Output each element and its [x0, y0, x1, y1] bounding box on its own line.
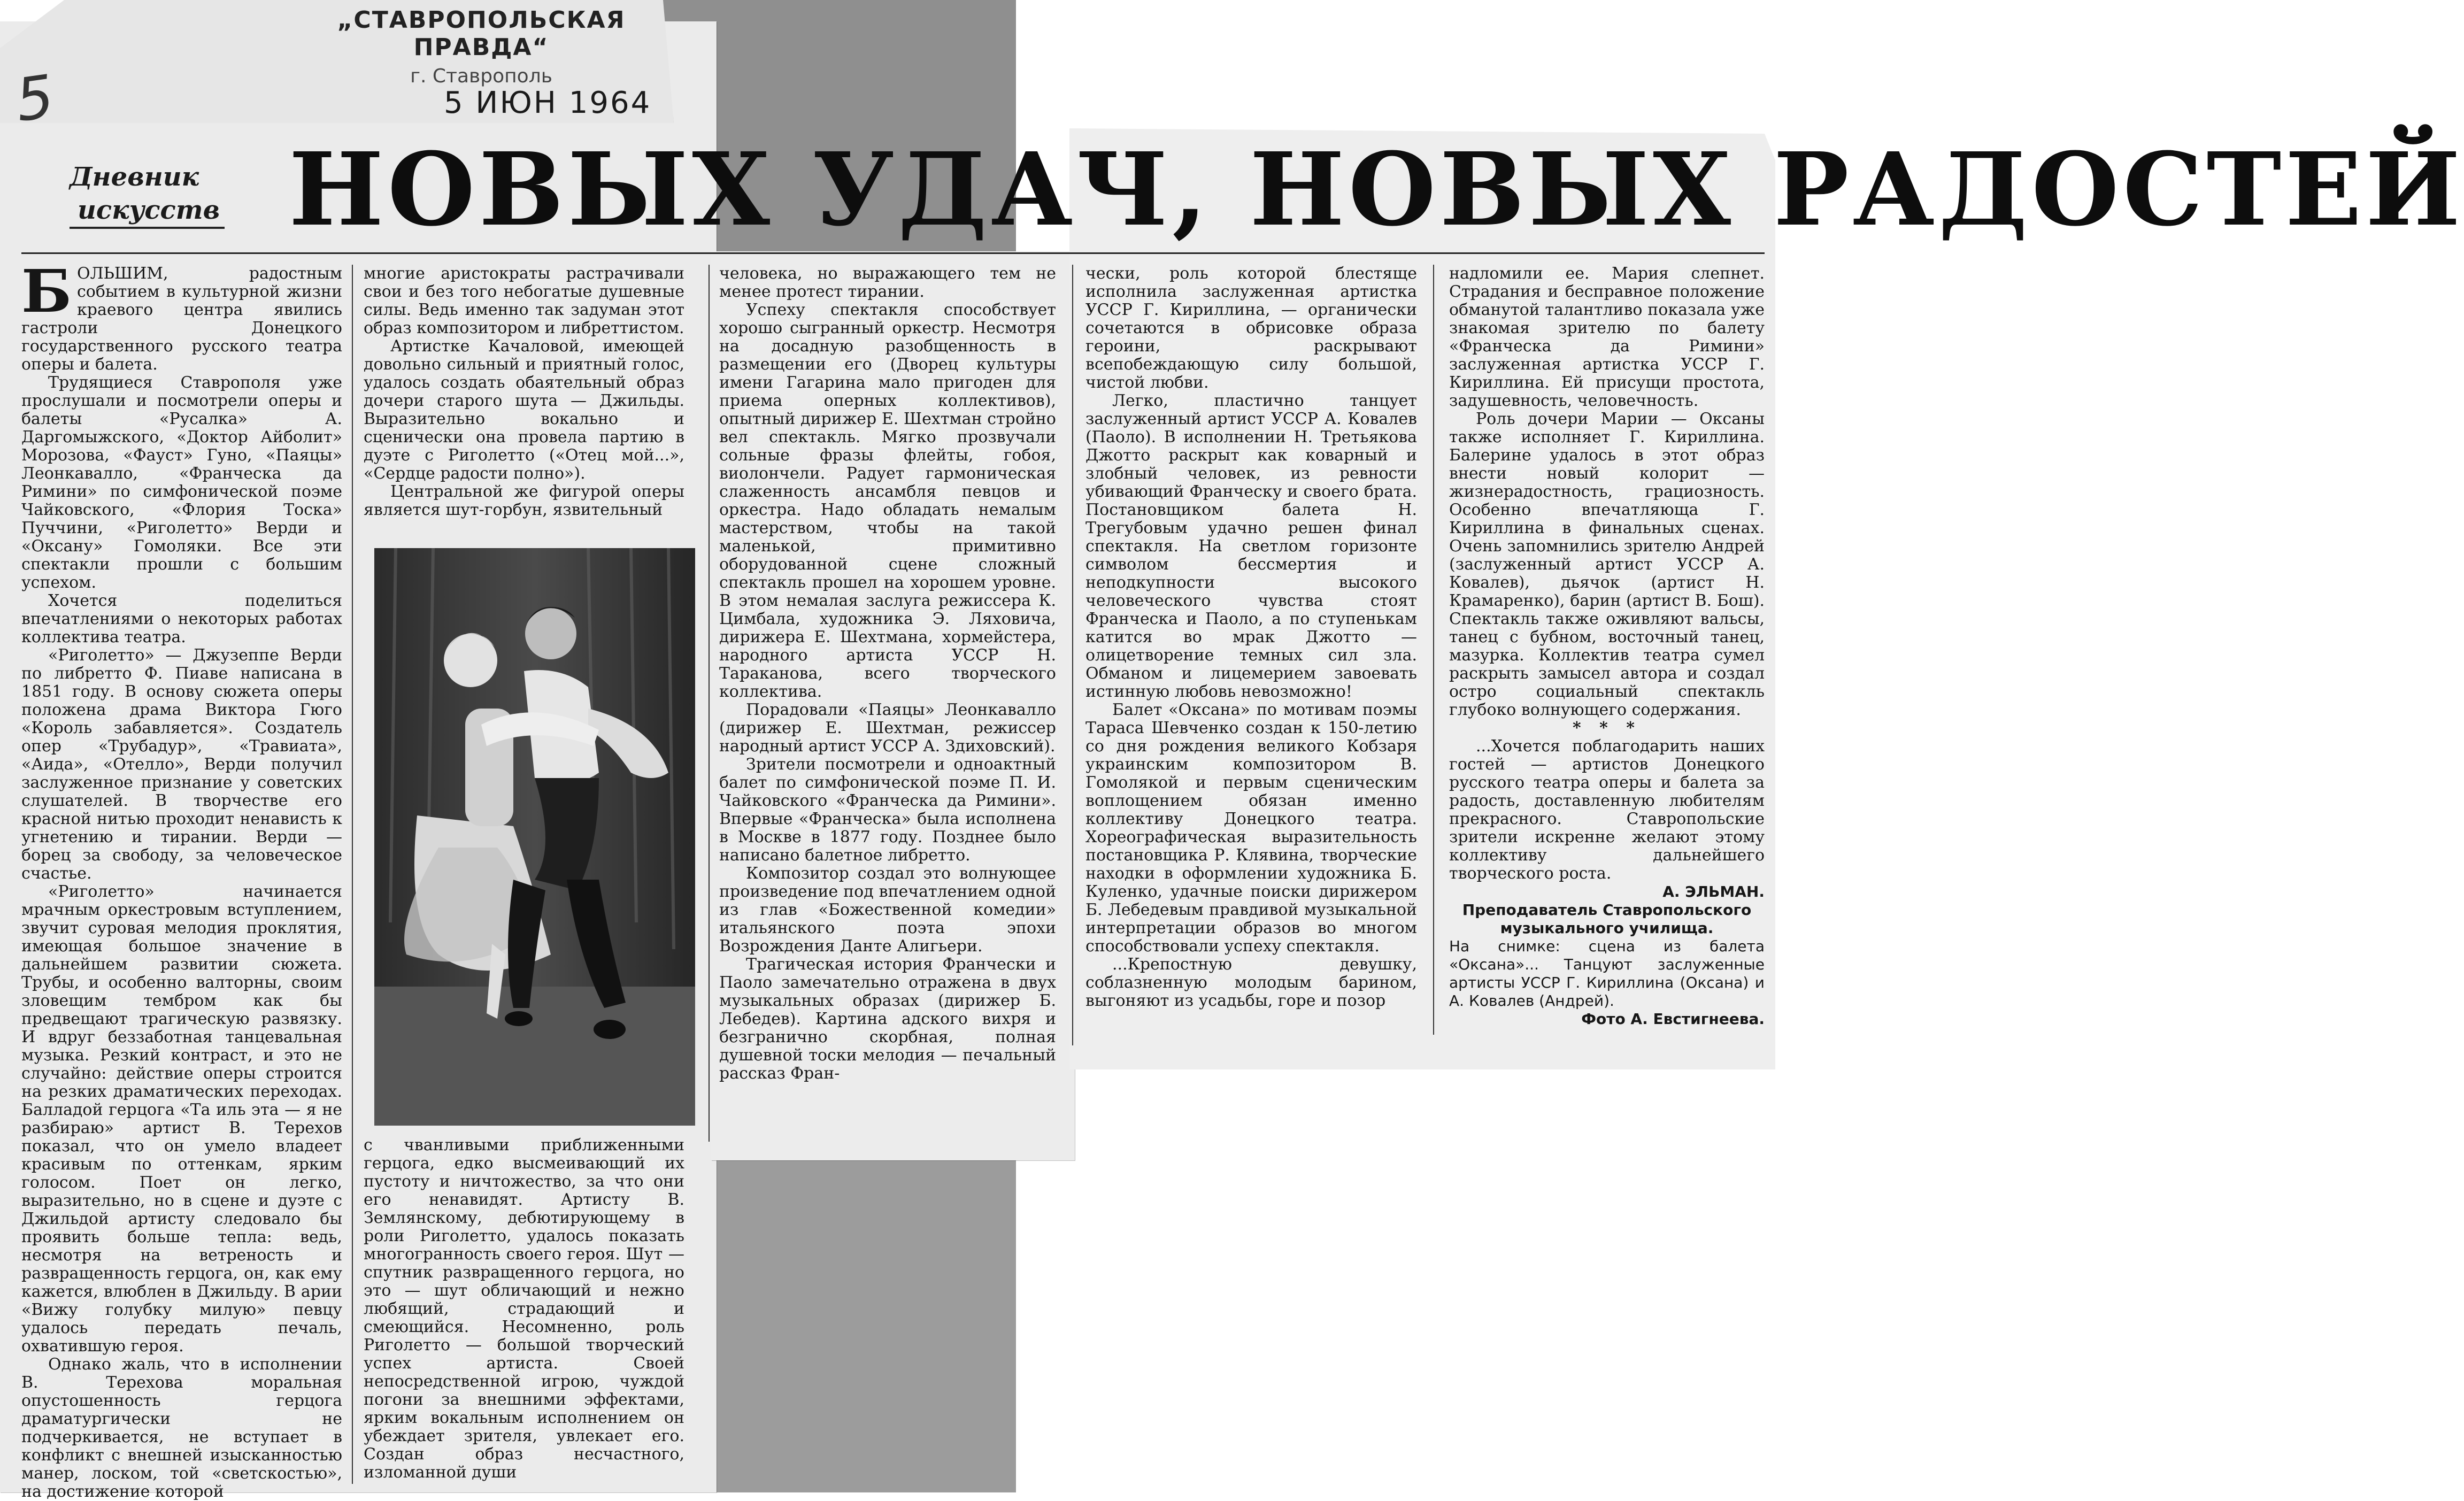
column-5 [1449, 265, 1765, 1035]
paragraph: чески, роль которой блестяще исполнила заслуженная артистка УССР Г. Кириллина, — органически сочетаются в обрисовке образа героини, раскрывают всепобеждающую силу большой, чистой любви. [1085, 264, 1417, 392]
ballet-photo-illustration [374, 548, 695, 1126]
paragraph: Центральной же фигурой оперы является шут-горбун, язвительный [364, 482, 684, 519]
paragraph [21, 257, 342, 374]
section-separator: * * * [1573, 719, 1641, 737]
paragraph: Однако жаль, что в исполнении В. Терехова моральная опустошенность герцога драматургически не подчеркивается, не вступает в конфликт с внешней изысканностью манер, лоском, той «светскостью», на достижение которой [21, 1355, 342, 1501]
paragraph: Легко, пластично танцует заслуженный артист УССР А. Ковалев (Паоло). В исполнении Н. Третьякова Джотто раскрыт как коварный и злобный человек, из ревности убивающий Франческу и своего брата. Постановщиком балета Н. Трегубовым удачно решен финал спектакля. На светлом горизонте символом бессмертия и неподкупности высокого человеческого чувства стоят Франческа и Паоло, а по ступенькам катится во мрак Джотто — олицетворение темных сил зла. Обманом и лицемерием завоевать истинную любовь невозможно! [1085, 391, 1417, 701]
rubric-line1: Дневник [70, 162, 199, 192]
newspaper-city: г. Ставрополь [410, 65, 552, 87]
date-stamp: 5 ИЮН 1964 [444, 86, 652, 120]
paragraph: человека, но выражающего тем не менее протест тирании. [719, 264, 1056, 301]
column-4 [1085, 265, 1417, 1045]
paragraph: ...Хочется поблагодарить наших гостей — артистов Донецкого русского театра оперы и балета за радость, доставленную любителям прекрасного. Ставропольские зрители искренне желают этому коллективу дальнейшего творческого роста. [1449, 737, 1765, 883]
column-2-top [364, 265, 684, 537]
paragraph: Хочется поделиться впечатлениями о некоторых работах коллектива театра. [21, 591, 342, 646]
paragraph: ...Крепостную девушку, соблазненную молодым барином, выгоняют из усадьбы, горе и позор [1085, 955, 1417, 1010]
paragraph: Порадовали «Паяцы» Леонкавалло (дирижер Е. Шехтман, режиссер народный артист УССР А. Здиховский). [719, 701, 1056, 756]
rubric-line2: искусств [70, 194, 225, 229]
paragraph: Трагическая история Франчески и Паоло замечательно отражена в двух музыкальных образах (дирижер Б. Лебедев). Картина адского вихря и безгранично скорбная, полная душевной тоски мелодия — печальный рассказ Фран- [719, 955, 1056, 1083]
paragraph: надломили ее. Мария слепнет. Страдания и бесправное положение обманутой талантливо показала уже знакомая зрителю по балету «Франческа да Римини» заслуженная артистка УССР Г. Кириллина. Ей присущи простота, задушевность, человечность. [1449, 264, 1765, 410]
drop-cap: Б [21, 257, 72, 326]
author-role: Преподаватель Ставропольского музыкального училища. [1462, 901, 1752, 937]
ballet-photo [374, 548, 695, 1126]
photo-caption: На снимке: сцена из балета «Оксана»... Танцуют заслуженные артисты УССР Г. Кириллина (Оксана) и А. Ковалев (Андрей). [1449, 937, 1765, 1010]
paragraph: Успеху спектакля способствует хорошо сыгранный оркестр. Несмотря на досадную разобщенность в размещении его (Дворец культуры имени Гагарина мало пригоден для приема оперных коллективов), опытный дирижер Е. Шехтман стройно вел спектакль. Мягко прозвучали сольные фразы флейты, гобоя, виолончели. Радует гармоническая слаженность ансамбля певцов и оркестра. Надо обладать немалым мастерством, чтобы на такой маленькой, примитивно оборудованной сцене сложный спектакль прошел на хорошем уровне. В этом немалая заслуга режиссера К. Цимбала, художника Э. Ляховича, дирижера Е. Шехтмана, хормейстера, народного артиста УССР Н. Тараканова, всего творческого коллектива. [719, 301, 1056, 701]
paragraph: Артистке Качаловой, имеющей довольно сильный и приятный голос, удалось создать обаятельный образ дочери старого шута — Джильды. Выразительно вокально и сценически она провела партию в дуэте с Риголетто («Отец мой...», «Сердце радости полно»). [364, 337, 684, 483]
paragraph: Балет «Оксана» по мотивам поэмы Тараса Шевченко создан к 150-летию со дня рождения великого Кобзаря украинским композитором В. Гомолякой и первым сценическим воплощением обязан именно коллективу Донецкого театра. Хореографическая выразительность постановщика Р. Клявина, творческие находки в оформлении художника Б. Куленко, удачные поиски дирижером Б. Лебедевым правдивой музыкальной интерпретации образов во многом способствовали успеху спектакля. [1085, 701, 1417, 956]
paragraph: Композитор создал это волнующее произведение под впечатлением одной из глав «Божественной комедии» итальянского поэта эпохи Возрождения Данте Алигьери. [719, 864, 1056, 956]
paragraph: «Риголетто» начинается мрачным оркестровым вступлением, звучит суровая мелодия проклятия, имеющая большое значение в дальнейшем развитии сюжета. Трубы, и особенно валторны, своим зловещим тембром как бы предвещают трагическую развязку. И вдруг беззаботная танцевальная музыка. Резкий контраст, и это не случайно: действие оперы строится на резких драматических переходах. Балладой герцога «Та иль эта — я не разбираю» артист В. Терехов показал, что он умело владеет красивым по оттенкам, ярким голосом. Поет он легко, выразительно, но в сцене и дуэте с Джильдой артисту следовало бы проявить больше тепла: ведь, несмотря на ветреность и развращенность герцога, он, как ему кажется, влюблен в Джильду. В арии «Вижу голубку милую» певцу удалось передать печаль, охватившую героя. [21, 882, 342, 1356]
paragraph: Трудящиеся Ставрополя уже прослушали и посмотрели оперы и балеты «Русалка» А. Даргомыжского, «Доктор Айболит» Морозова, «Фауст» Гуно, «Паяцы» Леонкавалло, «Франческа да Римини» по симфонической поэме Чайковского, «Флория Тоска» Пуччини, «Риголетто» Верди и «Оксану» Гомоляки. Все эти спектакли прошли с большим успехом. [21, 373, 342, 592]
column-rule [352, 265, 353, 1484]
paragraph: многие аристократы растрачивали свои и без того небогатые душевные силы. Ведь именно так задуман этот образ композитором и либреттистом. [364, 264, 684, 337]
background-panel-lower [717, 1144, 1016, 1492]
paragraph: «Риголетто» — Джузеппе Верди по либретто Ф. Пиаве написана в 1851 году. В основу сюжета оперы положена драма Виктора Гюго «Король забавляется». Создатель опер «Трубадур», «Травиата», «Аида», «Отелло», Верди получил заслуженное признание у советских слушателей. В творчестве его красной нитью проходит ненависть к угнетению и тирании. Верди — борец за свободу, за человеческое счастье. [21, 646, 342, 883]
headline-rule [21, 252, 1765, 254]
paragraph-text: ОЛЬШИМ, радостным событием в культурной жизни краевого центра явились гастроли Донецкого государственного русского театра оперы и балета. [21, 264, 342, 374]
paragraph: с чванливыми приближенными герцога, едко высмеивающий их пустоту и ничтожество, за что они его ненавидят. Артисту В. Землянскому, дебютирующему в роли Риголетто, удалось показать многогранность своего героя. Шут — спутник развращенного герцога, но это — шут обличающий и нежно любящий, страдающий и смеющийся. Несомненно, роль Риголетто — большой творческий успех артиста. Своей непосредственной игрою, чуждой погони за внешними эффектами, ярким вокальным исполнением он убеждает зрителя, увлекает его. Создан образ несчастного, изломанной души [364, 1136, 684, 1482]
column-rule [1072, 265, 1073, 1045]
column-2-bottom [364, 1136, 684, 1489]
column-rule [709, 265, 710, 1142]
masthead [332, 6, 631, 87]
newspaper-name: „СТАВРОПОЛЬСКАЯ ПРАВДА“ [337, 6, 626, 61]
author-signature: А. ЭЛЬМАН. [1662, 883, 1765, 900]
column-rule [1433, 265, 1434, 1035]
column-1 [21, 257, 342, 1501]
handwritten-number: 5 [11, 61, 58, 135]
article-headline: НОВЫХ УДАЧ, НОВЫХ РАДОСТЕЙ [289, 130, 2464, 249]
photo-credit: Фото А. Евстигнеева. [1581, 1010, 1765, 1028]
column-3 [719, 265, 1056, 1158]
paragraph: Зрители посмотрели и одноактный балет по симфонической поэме П. И. Чайковского «Франческа да Римини». Впервые «Франческа» была исполнена в Москве в 1877 году. Позднее было написано балетное либретто. [719, 755, 1056, 865]
rubric [70, 160, 225, 229]
paragraph: Роль дочери Марии — Оксаны также исполняет Г. Кириллина. Балерине удалось в этот образ внести новый колорит — жизнерадостность, грациозность. Особенно впечатляюща Г. Кириллина в финальных сценах. Очень запомнились зрителю Андрей (заслуженный артист УССР А. Ковалев), дьячок (артист Н. Крамаренко), барин (артист В. Бош). Спектакль также оживляют вальсы, танец с бубном, восточный танец, мазурка. Коллектив театра сумел раскрыть замысел автора и создал остро социальный спектакль глубоко волнующего содержания. [1449, 410, 1765, 719]
